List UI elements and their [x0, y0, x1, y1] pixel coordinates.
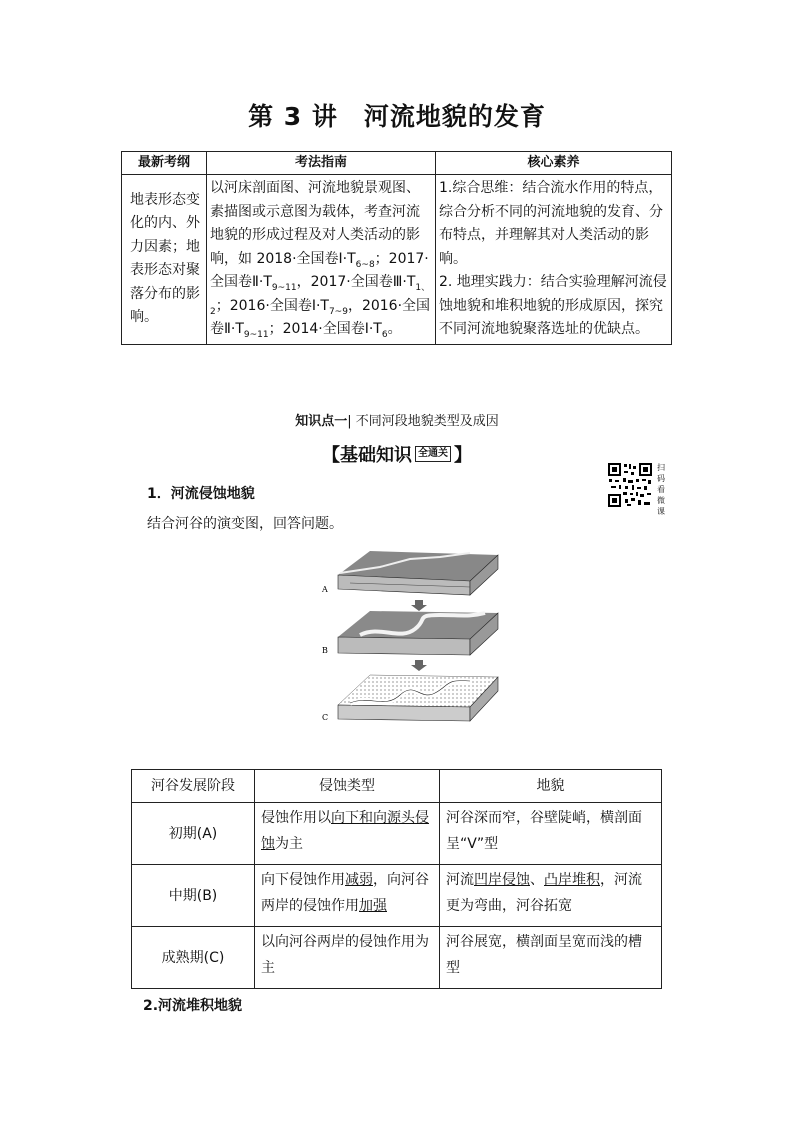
qr-caption: 扫码看微课 — [657, 463, 665, 516]
block-b — [338, 611, 498, 655]
guide-text: ，2017·全国卷Ⅲ·T — [296, 274, 416, 290]
guide-sub: 9~11 — [243, 329, 269, 340]
erosion-text: 为主 — [275, 836, 303, 852]
header-syllabus: 最新考纲 — [122, 152, 207, 175]
landform-text: 河流 — [446, 872, 474, 888]
section1-title: 1．河流侵蚀地貌 — [147, 486, 255, 502]
erosion-cell — [255, 927, 440, 989]
knowledge-point-label: 知识点一 — [295, 414, 348, 429]
table-row — [132, 865, 662, 927]
knowledge-point-text: 不同河段地貌类型及成因 — [355, 414, 499, 429]
banner-tag: 全通关 — [415, 446, 451, 462]
guide-text: ；2014·全国卷Ⅰ·T — [268, 321, 382, 337]
erosion-answer: 减弱 — [345, 872, 373, 888]
diagram-label-c: C — [322, 713, 329, 722]
river-erosion-table — [131, 769, 662, 989]
erosion-cell — [255, 803, 440, 865]
landform-text: 河谷展宽，横剖面呈宽而浅的槽型 — [446, 934, 642, 976]
erosion-text: 侵蚀作用以 — [261, 810, 331, 826]
knowledge-point-separator: | — [347, 414, 352, 429]
landform-text: 、 — [530, 872, 544, 888]
guide-text: 以河床剖面图、河流地貌景观图、素描图或示意图为载体，考查河流地貌的形成过程及对人类活动的影响，如 2018·全国卷Ⅰ·T — [210, 180, 420, 267]
header-landform: 地貌 — [440, 770, 662, 803]
header-stage: 河谷发展阶段 — [132, 770, 255, 803]
landform-cell — [440, 803, 662, 865]
guide-sub: 1、2 — [210, 282, 431, 317]
landform-text: 河谷深而窄，谷壁陡峭，横剖面呈“V”型 — [446, 810, 642, 852]
curriculum-table — [121, 151, 672, 345]
guide-sub: 7~9 — [328, 306, 348, 317]
erosion-text: 以向河谷两岸的侵蚀作用为主 — [261, 934, 429, 976]
diagram-label-a: A — [322, 585, 328, 594]
down-arrow-icon — [411, 600, 427, 611]
block-c — [338, 675, 498, 721]
erosion-answer: 加强 — [359, 898, 387, 914]
diagram-label-b: B — [322, 646, 328, 655]
guide-sub: 6~8 — [355, 259, 375, 270]
landform-text: ，河流更为弯曲，河谷拓宽 — [446, 872, 642, 914]
stage-cell: 初期(A) — [132, 803, 255, 865]
landform-answer: 凹岸侵蚀 — [474, 872, 530, 888]
section2-title: 2.河流堆积地貌 — [143, 998, 243, 1014]
basic-knowledge-banner — [0, 441, 794, 467]
table-row — [132, 803, 662, 865]
page-title: 第 3 讲 河流地貌的发育 — [248, 102, 546, 131]
erosion-text: ，向河谷两岸的侵蚀作用 — [261, 872, 429, 914]
exam-guide-cell — [207, 175, 436, 345]
header-core-literacy: 核心素养 — [436, 152, 672, 175]
header-erosion-type: 侵蚀类型 — [255, 770, 440, 803]
qr-code-icon[interactable] — [607, 462, 653, 508]
stage-cell: 中期(B) — [132, 865, 255, 927]
erosion-text: 向下侵蚀作用 — [261, 872, 345, 888]
guide-sub: 6 — [381, 329, 388, 340]
landform-cell — [440, 865, 662, 927]
guide-text: ；2016·全国卷Ⅰ·T — [215, 297, 329, 314]
guide-text: ；2017·全国卷Ⅱ·T — [210, 250, 429, 290]
river-valley-evolution-diagram — [320, 545, 500, 735]
erosion-cell — [255, 865, 440, 927]
table-row — [132, 927, 662, 989]
landform-cell — [440, 927, 662, 989]
curriculum-table-header — [122, 152, 672, 175]
section1-intro: 结合河谷的演变图，回答问题。 — [147, 516, 343, 532]
core-literacy-cell: 1.综合思维：结合流水作用的特点，综合分析不同的河流地貌的发育、分布特点，并理解其对人类活动的影响。 2. 地理实践力：结合实验理解河流侵蚀地貌和堆积地貌的形成原因，探究不同河流地貌聚落选址的优缺点。 — [436, 175, 672, 345]
knowledge-point-heading — [0, 410, 794, 429]
erosion-table-header — [132, 770, 662, 803]
stage-cell: 成熟期(C) — [132, 927, 255, 989]
syllabus-cell: 地表形态变化的内、外力因素；地表形态对聚落分布的影响。 — [122, 175, 207, 345]
block-a — [338, 551, 498, 595]
banner-right: 】 — [454, 445, 472, 466]
erosion-answer: 向下和向源头侵蚀 — [261, 810, 429, 852]
banner-left: 【基础知识 — [322, 445, 412, 466]
guide-text: ，2016·全国卷Ⅱ·T — [210, 297, 431, 337]
down-arrow-icon — [411, 660, 427, 671]
guide-text: 。 — [387, 321, 402, 337]
landform-answer: 凸岸堆积 — [544, 872, 600, 888]
curriculum-table-row — [122, 175, 672, 345]
guide-sub: 9~11 — [271, 282, 297, 293]
header-exam-guide: 考法指南 — [207, 152, 436, 175]
